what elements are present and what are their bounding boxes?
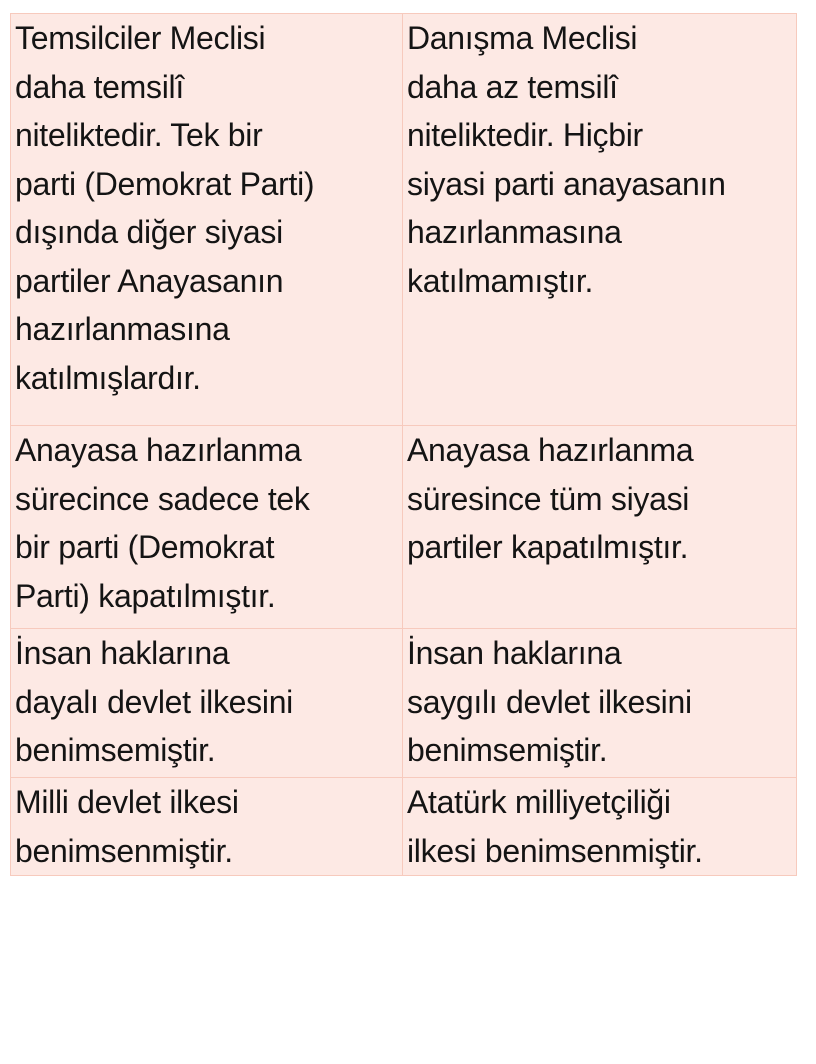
cell-text: Danışma Meclisi daha az temsilî niteliktedir. Hiçbir siyasi parti anayasanın hazırlanmasına katılmamıştır. [407, 20, 726, 299]
table-cell-right [403, 629, 797, 778]
cell-text: İnsan haklarına saygılı devlet ilkesini benimsemiştir. [407, 635, 692, 768]
table-cell-right [403, 778, 797, 876]
cell-text: Anayasa hazırlanma sürecince sadece tek bir parti (Demokrat Parti) kapatılmıştır. [15, 432, 310, 614]
table-row [11, 14, 797, 426]
table-cell-right [403, 14, 797, 426]
comparison-table [10, 13, 797, 876]
table-cell-left [11, 629, 403, 778]
table-cell-left [11, 14, 403, 426]
cell-text: İnsan haklarına dayalı devlet ilkesini benimsemiştir. [15, 635, 293, 768]
table-cell-right [403, 426, 797, 629]
table-row [11, 778, 797, 876]
table-row [11, 629, 797, 778]
cell-text: Milli devlet ilkesi benimsenmiştir. [15, 784, 239, 869]
cell-text: Temsilciler Meclisi daha temsilî niteliktedir. Tek bir parti (Demokrat Parti) dışında diğer siyasi partiler Anayasanın hazırlanmasına katılmışlardır. [15, 20, 315, 396]
cell-text: Anayasa hazırlanma süresince tüm siyasi partiler kapatılmıştır. [407, 432, 694, 565]
table-cell-left [11, 426, 403, 629]
table-cell-left [11, 778, 403, 876]
table-row [11, 426, 797, 629]
cell-text: Atatürk milliyetçiliği ilkesi benimsenmiştir. [407, 784, 703, 869]
